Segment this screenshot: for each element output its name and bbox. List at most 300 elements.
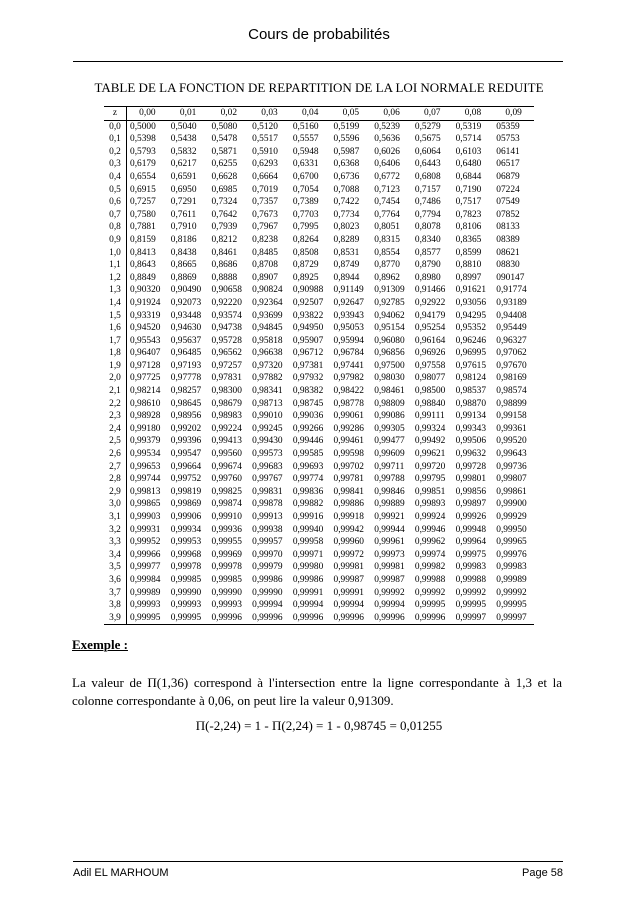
table-cell: 0,5636 [374, 134, 400, 145]
row-z-value: 2,8 [104, 473, 127, 486]
table-cell: 0,99632 [455, 449, 487, 460]
table-cell: 0,99598 [333, 449, 364, 460]
table-cell: 0,91149 [333, 285, 364, 296]
table-cell: 0,99982 [414, 562, 446, 573]
table-cell: 0,98778 [333, 398, 364, 409]
row-z-value: 0,6 [104, 196, 127, 209]
table-cell: 07224 [496, 184, 520, 195]
table-cell: 0,99958 [292, 537, 324, 548]
table-cell: 0,99061 [333, 411, 364, 422]
table-cell: 0,99957 [252, 537, 283, 548]
table-cell: 0,99711 [374, 461, 405, 472]
table-cell: 0,99936 [211, 524, 242, 535]
row-z-value: 2,4 [104, 423, 127, 436]
table-cell: 0,99981 [374, 562, 405, 573]
table-cell: 0,99643 [496, 449, 527, 460]
table-cell: 0,5319 [455, 121, 482, 132]
table-row [104, 259, 534, 272]
table-cell: 0,98713 [252, 398, 283, 409]
column-header: 0,09 [493, 107, 534, 121]
table-cell: 0,7019 [252, 184, 278, 195]
table-cell: 0,6808 [414, 171, 441, 182]
table-cell: 0,99413 [211, 436, 242, 447]
table-cell: 0,96080 [374, 335, 405, 346]
table-cell: 0,96164 [414, 335, 446, 346]
table-cell: 0,97320 [252, 360, 283, 371]
table-cell: 0,6026 [374, 146, 400, 157]
table-row [104, 146, 534, 159]
table-row [104, 423, 534, 436]
table-row [104, 284, 534, 297]
table-cell: 0,99993 [130, 600, 161, 611]
column-header: 0,06 [371, 107, 412, 121]
table-cell: 0,6406 [374, 159, 400, 170]
table-title: TABLE DE LA FONCTION DE REPARTITION DE LA LOI NORMALE REDUITE [94, 80, 544, 95]
table-cell: 0,99996 [249, 612, 290, 625]
table-cell: 0,99506 [455, 436, 487, 447]
table-cell: 0,8485 [252, 247, 278, 258]
table-cell: 0,99986 [292, 574, 324, 585]
table-cell: 0,99807 [496, 474, 527, 485]
table-row [104, 574, 534, 587]
table-cell: 0,99946 [414, 524, 446, 535]
table-cell: 0,99752 [170, 474, 202, 485]
table-cell: 0,8686 [211, 260, 238, 271]
table-cell: 0,99966 [130, 549, 161, 560]
table-cell: 0,8413 [130, 247, 156, 258]
table-cell: 0,99991 [292, 587, 324, 598]
table-cell: 0,99996 [412, 612, 453, 625]
table-cell: 0,99962 [414, 537, 446, 548]
table-cell: 0,99869 [170, 499, 202, 510]
table-cell: 0,5239 [374, 121, 400, 132]
table-cell: 0,97831 [211, 373, 242, 384]
table-cell: 0,98745 [292, 398, 324, 409]
footer-divider [73, 861, 563, 862]
table-row [104, 196, 534, 209]
table-cell: 0,99882 [292, 499, 324, 510]
table-cell: 0,5438 [170, 134, 197, 145]
table-cell: 0,94179 [414, 310, 446, 321]
row-z-value: 3,4 [104, 549, 127, 562]
table-row [104, 561, 534, 574]
table-cell: 0,99305 [374, 423, 405, 434]
header-divider [73, 61, 563, 62]
table-cell: 0,7580 [130, 209, 156, 220]
row-z-value: 0,8 [104, 221, 127, 234]
table-cell: 0,99573 [252, 449, 283, 460]
table-cell: 0,8665 [170, 260, 197, 271]
table-cell: 0,95728 [211, 335, 242, 346]
table-cell: 0,7357 [252, 197, 278, 208]
table-cell: 0,99621 [414, 449, 446, 460]
table-cell: 0,93189 [496, 297, 527, 308]
table-cell: 0,93448 [170, 310, 202, 321]
table-cell: 0,98645 [170, 398, 202, 409]
table-cell: 0,97257 [211, 360, 242, 371]
table-cell: 0,97725 [130, 373, 161, 384]
table-cell: 0,99036 [292, 411, 324, 422]
table-cell: 0,99996 [208, 612, 249, 625]
table-cell: 0,99224 [211, 423, 242, 434]
table-cell: 0,99975 [455, 549, 487, 560]
table-cell: 08621 [496, 247, 520, 258]
table-cell: 0,5199 [333, 121, 360, 132]
table-cell: 0,99889 [374, 499, 405, 510]
table-cell: 0,92785 [374, 297, 405, 308]
table-row [104, 524, 534, 537]
table-cell: 0,99969 [211, 549, 242, 560]
table-cell: 0,6331 [292, 159, 319, 170]
table-cell: 0,99664 [170, 461, 202, 472]
table-row [104, 120, 534, 133]
table-cell: 0,8554 [374, 247, 400, 258]
table-cell: 0,93056 [455, 297, 487, 308]
table-row [104, 486, 534, 499]
table-cell: 0,99836 [292, 486, 324, 497]
row-z-value: 2,9 [104, 486, 127, 499]
table-cell: 0,99995 [127, 612, 168, 625]
table-cell: 0,5279 [414, 121, 441, 132]
table-row [104, 587, 534, 600]
table-cell: 0,94630 [170, 323, 202, 334]
table-cell: 0,5120 [252, 121, 278, 132]
table-cell: 0,6664 [252, 171, 278, 182]
table-cell: 0,92364 [252, 297, 283, 308]
table-cell: 0,99781 [333, 474, 364, 485]
table-cell: 0,99286 [333, 423, 364, 434]
table-row [104, 498, 534, 511]
table-cell: 0,94062 [374, 310, 405, 321]
table-row [104, 410, 534, 423]
table-cell: 0,95994 [333, 335, 364, 346]
table-cell: 0,96327 [496, 335, 527, 346]
table-cell: 0,99913 [252, 512, 283, 522]
table-cell: 0,99929 [496, 512, 527, 522]
table-row [104, 171, 534, 184]
table-cell: 0,99492 [414, 436, 446, 447]
table-row [104, 133, 534, 146]
table-cell: 0,99801 [455, 474, 487, 485]
table-cell: 0,7291 [170, 197, 197, 208]
table-cell: 06141 [496, 146, 520, 157]
table-cell: 0,92647 [333, 297, 364, 308]
table-cell: 0,99728 [455, 461, 487, 472]
table-cell: 0,99940 [292, 524, 324, 535]
table-cell: 05359 [496, 121, 520, 132]
row-z-value: 3,7 [104, 587, 127, 600]
table-cell: 0,7881 [130, 222, 156, 233]
table-cell: 0,99983 [455, 562, 487, 573]
table-cell: 0,99825 [211, 486, 242, 497]
table-cell: 0,99813 [130, 486, 161, 497]
table-cell: 0,99994 [252, 600, 283, 611]
table-cell: 0,7967 [252, 222, 278, 233]
table-cell: 0,7422 [333, 197, 360, 208]
table-cell: 0,99086 [374, 411, 405, 422]
table-cell: 0,99985 [170, 574, 202, 585]
table-cell: 0,97932 [292, 373, 324, 384]
table-cell: 0,92220 [211, 297, 242, 308]
table-cell: 0,6480 [455, 159, 482, 170]
table-cell: 0,96246 [455, 335, 487, 346]
row-z-value: 1,3 [104, 284, 127, 297]
table-cell: 0,99994 [333, 600, 364, 611]
table-cell: 0,7764 [374, 209, 400, 220]
table-cell: 0,8212 [211, 234, 238, 245]
table-cell: 0,93943 [333, 310, 364, 321]
table-cell: 0,94845 [252, 323, 283, 334]
row-z-value: 1,9 [104, 360, 127, 373]
row-z-value: 0,7 [104, 209, 127, 222]
table-cell: 0,99996 [331, 612, 372, 625]
table-cell: 0,96562 [211, 348, 242, 359]
table-cell: 0,6772 [374, 171, 400, 182]
table-cell: 0,91774 [496, 285, 527, 296]
table-cell: 0,8340 [414, 234, 441, 245]
table-cell: 0,8365 [455, 234, 482, 245]
table-cell: 0,95637 [170, 335, 202, 346]
table-cell: 0,94520 [130, 323, 161, 334]
table-cell: 0,8708 [252, 260, 278, 271]
table-cell: 0,5948 [292, 146, 319, 157]
table-cell: 0,8438 [170, 247, 197, 258]
table-cell: 0,8888 [211, 272, 238, 283]
table-cell: 08830 [496, 260, 520, 271]
row-z-value: 2,0 [104, 372, 127, 385]
table-cell: 0,7823 [455, 209, 482, 220]
table-cell: 0,98983 [211, 411, 242, 422]
table-cell: 05753 [496, 134, 520, 145]
table-cell: 0,98077 [414, 373, 446, 384]
table-row [104, 297, 534, 310]
table-cell: 0,99851 [414, 486, 446, 497]
table-cell: 0,99878 [252, 499, 283, 510]
table-cell: 0,94408 [496, 310, 527, 321]
table-cell: 0,99856 [455, 486, 487, 497]
table-row [104, 461, 534, 474]
table-cell: 0,8159 [130, 234, 156, 245]
column-header: 0,00 [127, 107, 168, 121]
table-row [104, 385, 534, 398]
table-cell: 0,7611 [170, 209, 197, 220]
table-cell: 0,6443 [414, 159, 441, 170]
table-cell: 0,6293 [252, 159, 278, 170]
table-cell: 0,99942 [333, 524, 364, 535]
table-cell: 0,95818 [252, 335, 283, 346]
table-cell: 0,8106 [455, 222, 482, 233]
row-z-value: 2,1 [104, 385, 127, 398]
table-cell: 0,7910 [170, 222, 197, 233]
table-cell: 0,8023 [333, 222, 360, 233]
table-cell: 0,96926 [414, 348, 446, 359]
table-cell: 0,98574 [496, 386, 527, 397]
table-cell: 0,6179 [130, 159, 156, 170]
table-cell: 0,7995 [292, 222, 319, 233]
table-cell: 0,8997 [455, 272, 482, 283]
table-cell: 0,8238 [252, 234, 278, 245]
table-cell: 0,99897 [455, 499, 487, 510]
table-cell: 0,93574 [211, 310, 242, 321]
table-cell: 0,99180 [130, 423, 161, 434]
table-cell: 0,97128 [130, 360, 161, 371]
table-cell: 0,99585 [292, 449, 324, 460]
table-cell: 0,99989 [496, 574, 527, 585]
table-cell: 0,98899 [496, 398, 527, 409]
table-cell: 0,7939 [211, 222, 238, 233]
table-cell: 0,90988 [292, 285, 324, 296]
table-cell: 0,6736 [333, 171, 360, 182]
table-row [104, 310, 534, 323]
table-cell: 0,99989 [130, 587, 161, 598]
table-cell: 0,90320 [130, 285, 161, 296]
table-cell: 0,99997 [453, 612, 494, 625]
table-cell: 0,99534 [130, 449, 161, 460]
table-cell: 0,99900 [496, 499, 527, 510]
table-cell: 0,99961 [374, 537, 405, 548]
table-cell: 0,98610 [130, 398, 161, 409]
table-cell: 0,99744 [130, 474, 161, 485]
table-cell: 0,99683 [252, 461, 283, 472]
table-cell: 0,98679 [211, 398, 242, 409]
table-cell: 0,99520 [496, 436, 527, 447]
table-cell: 0,97381 [292, 360, 324, 371]
table-cell: 0,90490 [170, 285, 202, 296]
table-cell: 0,98461 [374, 386, 405, 397]
table-cell: 0,99446 [292, 436, 324, 447]
table-cell: 0,98840 [414, 398, 446, 409]
table-row [104, 158, 534, 171]
table-cell: 0,99980 [292, 562, 324, 573]
table-cell: 0,97615 [455, 360, 487, 371]
table-cell: 0,98537 [455, 386, 487, 397]
table-cell: 0,99952 [130, 537, 161, 548]
table-cell: 0,5160 [292, 121, 319, 132]
row-z-value: 3,9 [104, 612, 127, 625]
table-cell: 0,99831 [252, 486, 283, 497]
table-cell: 0,6554 [130, 171, 156, 182]
table-cell: 0,7157 [414, 184, 441, 195]
table-row [104, 360, 534, 373]
table-cell: 0,93822 [292, 310, 324, 321]
table-cell: 0,95254 [414, 323, 446, 334]
table-cell: 0,95352 [455, 323, 487, 334]
table-cell: 0,91621 [455, 285, 487, 296]
table-cell: 0,95053 [333, 323, 364, 334]
row-z-value: 1,1 [104, 259, 127, 272]
row-z-value: 2,6 [104, 448, 127, 461]
table-row [104, 448, 534, 461]
table-cell: 0,97558 [414, 360, 446, 371]
table-cell: 0,7454 [374, 197, 400, 208]
table-cell: 0,99702 [333, 461, 364, 472]
table-cell: 0,99910 [211, 512, 242, 522]
table-row [104, 272, 534, 285]
table-cell: 0,8944 [333, 272, 360, 283]
column-header: 0,05 [331, 107, 372, 121]
table-cell: 08389 [496, 234, 520, 245]
table-cell: 0,99990 [252, 587, 283, 598]
row-z-value: 0,5 [104, 184, 127, 197]
table-cell: 0,97062 [496, 348, 527, 359]
table-cell: 0,7389 [292, 197, 319, 208]
table-cell: 0,5987 [333, 146, 360, 157]
table-cell: 0,99846 [374, 486, 405, 497]
table-cell: 0,96407 [130, 348, 161, 359]
table-cell: 0,98956 [170, 411, 202, 422]
table-cell: 0,96784 [333, 348, 364, 359]
table-cell: 0,8078 [414, 222, 441, 233]
table-cell: 0,7673 [252, 209, 278, 220]
table-cell: 0,99985 [211, 574, 242, 585]
table-cell: 0,91466 [414, 285, 446, 296]
table-row [104, 536, 534, 549]
row-z-value: 2,3 [104, 410, 127, 423]
table-row [104, 511, 534, 524]
table-cell: 0,8051 [374, 222, 400, 233]
table-cell: 0,98300 [211, 386, 242, 397]
table-row [104, 612, 534, 625]
table-cell: 0,99560 [211, 449, 242, 460]
table-cell: 0,99994 [374, 600, 405, 611]
table-cell: 0,98169 [496, 373, 527, 384]
table-cell: 0,99111 [414, 411, 445, 422]
table-cell: 0,8577 [414, 247, 441, 258]
row-z-value: 1,2 [104, 272, 127, 285]
table-cell: 0,7517 [455, 197, 482, 208]
table-header [104, 107, 534, 121]
table-cell: 0,99971 [292, 549, 324, 560]
table-cell: 0,99924 [414, 512, 446, 522]
table-cell: 0,6985 [211, 184, 238, 195]
table-cell: 0,99324 [414, 423, 446, 434]
table-cell: 0,6844 [455, 171, 482, 182]
table-cell: 0,98382 [292, 386, 324, 397]
table-cell: 0,99992 [374, 587, 405, 598]
table-cell: 0,8749 [333, 260, 360, 271]
table-cell: 0,99965 [496, 537, 527, 548]
table-cell: 0,95449 [496, 323, 527, 334]
table-cell: 0,99994 [292, 600, 324, 611]
table-cell: 0,98030 [374, 373, 405, 384]
row-z-value: 3,0 [104, 498, 127, 511]
table-cell: 07852 [496, 209, 520, 220]
row-z-value: 0,3 [104, 158, 127, 171]
table-cell: 0,6368 [333, 159, 360, 170]
table-cell: 0,8508 [292, 247, 319, 258]
table-cell: 0,99981 [333, 562, 364, 573]
table-cell: 0,99795 [414, 474, 446, 485]
row-z-value: 1,5 [104, 310, 127, 323]
table-cell: 0,5398 [130, 134, 156, 145]
table-cell: 0,99968 [170, 549, 202, 560]
table-cell: 0,99720 [414, 461, 446, 472]
table-cell: 0,97670 [496, 360, 527, 371]
column-header: 0,04 [290, 107, 331, 121]
table-cell: 0,8869 [170, 272, 197, 283]
table-cell: 0,99983 [496, 562, 527, 573]
table-cell: 0,99158 [496, 411, 527, 422]
table-cell: 0,5596 [333, 134, 360, 145]
table-row [104, 221, 534, 234]
table-cell: 0,5080 [211, 121, 238, 132]
table-cell: 0,96712 [292, 348, 324, 359]
table-cell: 0,95154 [374, 323, 405, 334]
table-cell: 0,99934 [170, 524, 202, 535]
table-row [104, 549, 534, 562]
table-cell: 0,99361 [496, 423, 527, 434]
row-z-value: 0,0 [104, 120, 127, 133]
